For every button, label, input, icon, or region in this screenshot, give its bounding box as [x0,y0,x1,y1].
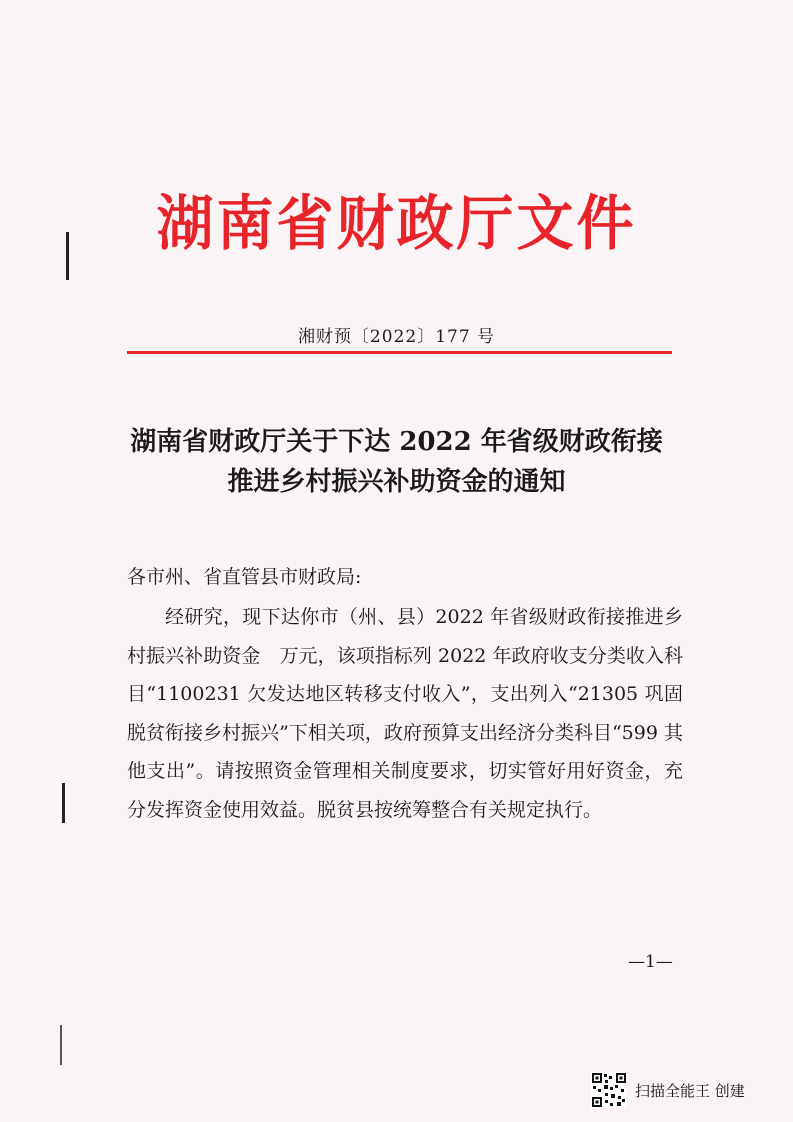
binding-mark [62,783,65,823]
scanner-watermark [591,1072,745,1108]
scanner-watermark-text: 扫描全能王 创建 [635,1081,745,1100]
body-paragraph: 经研究，现下达你市（州、县）2022 年省级财政衔接推进乡村振兴补助资金 万元，该项指标列 2022 年政府收支分类收入科目“1100231 欠发达地区转移支付收入”，支出列入“21305 巩固脱贫衔接乡村振兴”下相关项，政府预算支出经济分类科目“599 其他支出”。请按照资金管理相关制度要求，切实管好用好资金，充分发挥资金使用效益。脱贫县按统筹整合有关规定执行。 [127,606,683,821]
letterhead: 湖南省财政厅文件 [156,189,637,259]
page-number: —1— [628,952,673,972]
document-title [0,422,793,502]
addressee: 各市州、省直管县市财政局: [127,566,362,588]
document-number: 湘财预〔2022〕177 号 [297,327,496,347]
qr-code-icon [591,1072,627,1108]
title-line-2: 推进乡村振兴补助资金的通知 [227,467,566,497]
red-divider-line [127,351,672,354]
binding-mark [60,1025,62,1065]
title-line-1: 湖南省财政厅关于下达 2022 年省级财政衔接 [130,427,663,457]
